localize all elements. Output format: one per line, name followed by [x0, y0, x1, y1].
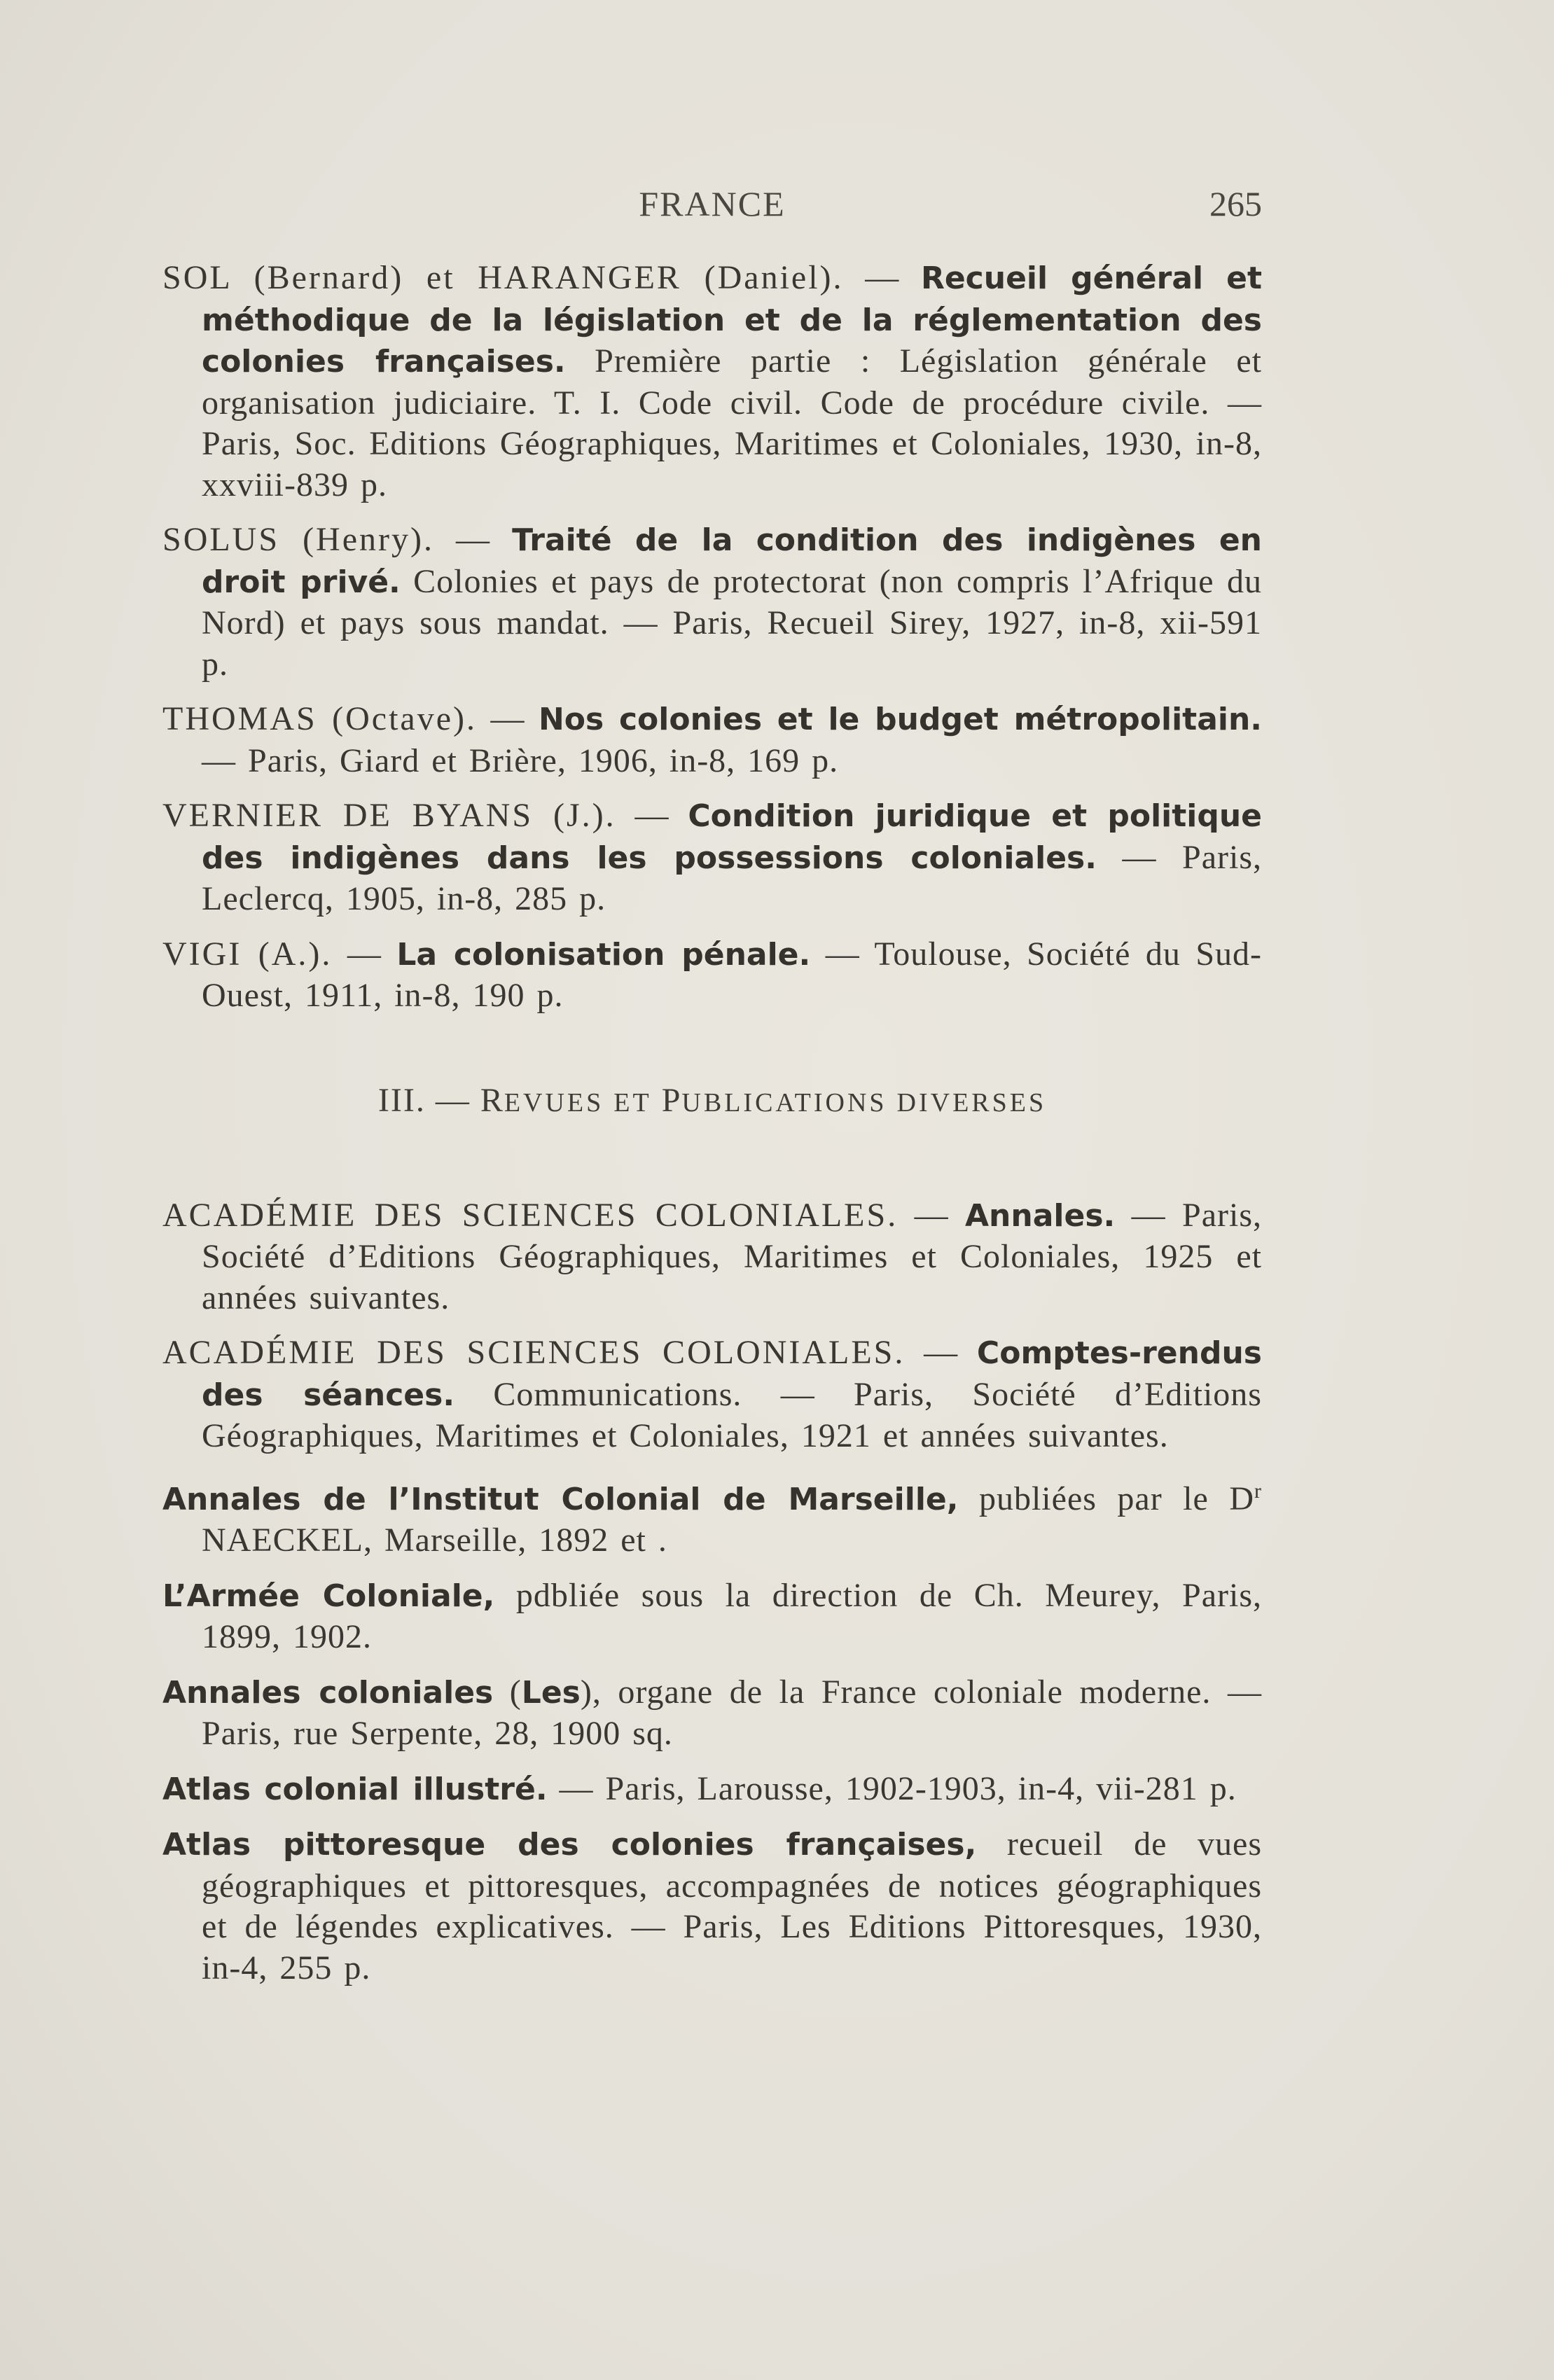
entry-title: Atlas colonial illustré. [162, 1771, 548, 1807]
entry-title: L’Armée Coloniale, [162, 1578, 495, 1614]
bibliography-entry [162, 1575, 1262, 1658]
entry-details: Communications. — Paris, Société d’Editions Géographiques, Maritimes et Coloniales, 1921 et années suivantes. [202, 1375, 1262, 1454]
bibliography-entry: ACADÉMIE DES SCIENCES COLONIALES. — Annales. — Paris, Société d’Editions Géographiques, Maritimes et Coloniales, 1925 et années suivantes. [162, 1196, 1263, 1316]
entry-title: Comptes-rendus des séances. [202, 1335, 1262, 1413]
entry-title: Atlas pittoresque des colonies françaises, [162, 1827, 977, 1863]
entry-author: SOL (Bernard) et HARANGER (Daniel). [162, 259, 844, 296]
entry-details: — Paris, Leclercq, 1905, in-8, 285 p. [202, 838, 1263, 917]
entry-details: — Paris, Giard et Brière, 1906, in-8, 169 p. [202, 742, 839, 779]
entry-author: THOMAS (Octave). [162, 700, 478, 737]
page-number: 265 [1209, 184, 1262, 223]
entry-author: VERNIER DE BYANS (J.). [162, 797, 616, 834]
entry-author: SOLUS (Henry). [162, 521, 434, 558]
bibliography-entry: THOMAS (Octave). — Nos colonies et le budget métropolitain. — Paris, Giard et Brière, 1906, in-8, 169 p. [162, 700, 1263, 779]
running-title: FRANCE [639, 184, 786, 223]
bibliography-entry: ACADÉMIE DES SCIENCES COLONIALES. — Comptes-rendus des séances. Communications. — Paris, Société d’Editions Géographiques, Maritimes et Coloniales, 1921 et années suivantes. [162, 1334, 1262, 1454]
entry-title: Condition juridique et politique des indigènes dans les possessions coloniales. [202, 798, 1263, 876]
bibliography-entry: SOLUS (Henry). — Traité de la condition des indigènes en droit privé. Colonies et pays de protectorat (non compris l’Afrique du Nord) et pays sous mandat. — Paris, Recueil Sirey, 1927, in-8, xii-591 p. [162, 521, 1263, 683]
section-number: III. [377, 1081, 426, 1119]
entry-details: ), organe de la France coloniale moderne. — Paris, rue Serpente, 28, 1900 sq. [202, 1673, 1262, 1752]
bibliography-entry: Annales de l’Institut Colonial de Marseille, publiées par le $D^r$ NAECKEL, Marseille, 1892 et . [162, 1479, 1263, 1559]
entry-title: Recueil général et méthodique de la législation et de la réglementation des colonies françaises. [202, 260, 1262, 380]
entry-title: La colonisation pénale. [396, 936, 811, 973]
entry-details: recueil de vues géographiques et pittoresques, accompagnées de notices géographiques et de légendes explicatives. — Paris, Les Editions Pittoresques, 1930, in-4, 255 p. [202, 1825, 1263, 1986]
bibliography-entry: SOL (Bernard) et HARANGER (Daniel). — Recueil général et méthodique de la législation et de la réglementation des colonies françaises. Première partie : Législation générale et organisation judiciaire. T. I. Code civil. Code de procédure civile. — Paris, Soc. Editions Géographiques, Maritimes et Coloniales, 1930, in-8, xxviii-839 p. [162, 259, 1263, 503]
entry-details: publiées par le D [958, 1480, 1255, 1517]
entry-details: Première partie : Législation générale et organisation judiciaire. T. I. Code civil. Code de procédure civile. — Paris, Soc. Editions Géographiques, Maritimes et Coloniales, 1930, in-8, xxviii-839 p. [202, 342, 1263, 503]
entry-author: ACADÉMIE DES SCIENCES COLONIALES. [162, 1196, 899, 1234]
bibliography-entry [162, 1769, 1262, 1811]
entry-author: ACADÉMIE DES SCIENCES COLONIALES. [162, 1334, 906, 1371]
bibliography-entry [162, 1824, 1262, 1989]
section-heading: III. — REVUES ET PUBLICATIONS DIVERSES [377, 1081, 1047, 1119]
entry-details: Colonies et pays de protectorat (non compris l’Afrique du Nord) et pays sous mandat. — Paris, Recueil Sirey, 1927, in-8, xii-591 p. [202, 562, 1262, 683]
entry-title: Nos colonies et le budget métropolitain. [538, 702, 1263, 737]
entry-title: Annales. [965, 1197, 1116, 1234]
bibliography [162, 258, 1262, 2003]
entry-details: — Toulouse, Société du Sud-Ouest, 1911, in-8, 190 p. [202, 935, 1262, 1014]
bibliography-entry: Annales coloniales (Les), organe de la France coloniale moderne. — Paris, rue Serpente, 28, 1900 sq. [162, 1673, 1262, 1752]
entry-title: Annales de l’Institut Colonial de Marseille, [162, 1481, 959, 1517]
entry-details: — Paris, Larousse, 1902-1903, in-4, vii-281 p. [547, 1769, 1237, 1807]
entry-title: Traité de la condition des indigènes en droit privé. [202, 522, 1263, 600]
entry-title: Annales coloniales [162, 1674, 494, 1711]
entry-details: pdbliée sous la direction de Ch. Meurey, Paris, 1899, 1902. [202, 1576, 1262, 1655]
entry-author: VIGI (A.). [162, 935, 333, 973]
bibliography-entry: VERNIER DE BYANS (J.). — Condition juridique et politique des indigènes dans les possessions coloniales. — Paris, Leclercq, 1905, in-8, 285 p. [162, 797, 1263, 917]
running-header [162, 183, 1262, 225]
entry-details: — Paris, Société d’Editions Géographiques, Maritimes et Coloniales, 1925 et années suivantes. [202, 1196, 1263, 1316]
bibliography-entry: VIGI (A.). — La colonisation pénale. — Toulouse, Société du Sud-Ouest, 1911, in-8, 190 p. [162, 935, 1262, 1014]
